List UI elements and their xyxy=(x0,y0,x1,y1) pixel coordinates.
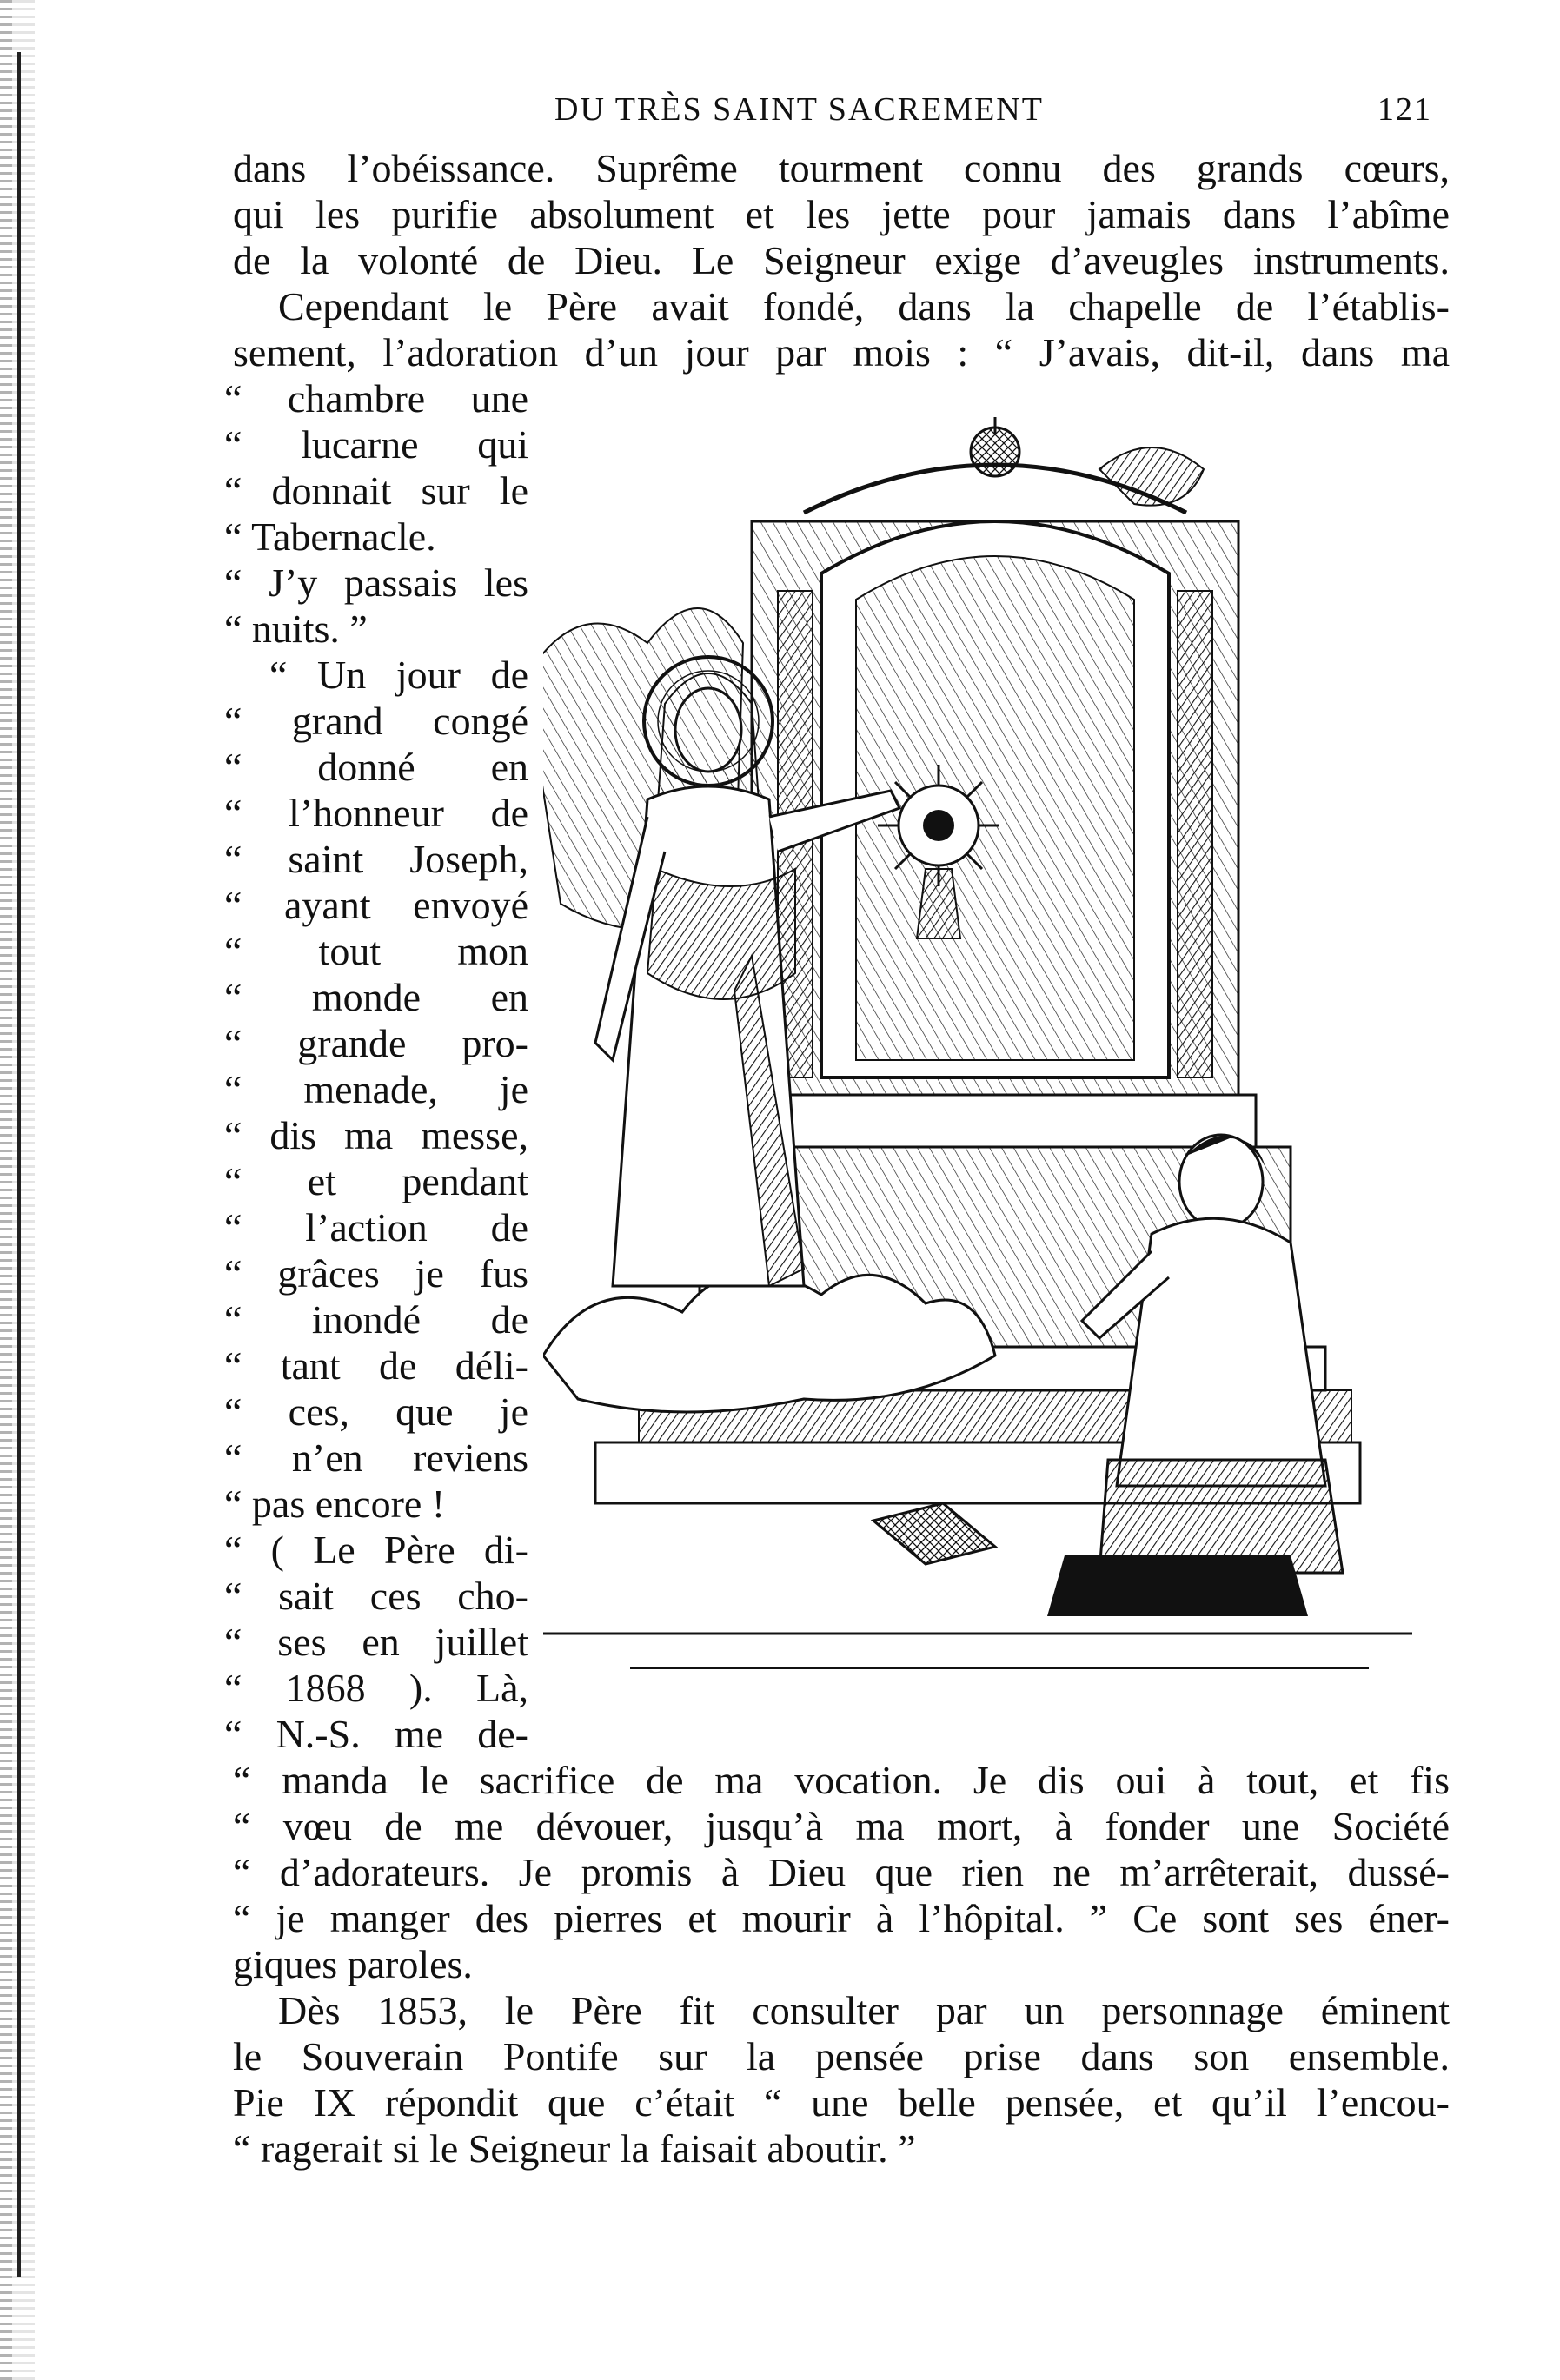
column-line: “ menade, je xyxy=(224,1067,528,1111)
column-line: “ donnait sur le xyxy=(224,468,528,513)
text-line: “ d’adorateurs. Je promis à Dieu que rien ne m’arrêterait, dussé- xyxy=(233,1850,1450,1894)
column-line: “ Tabernacle. xyxy=(224,514,436,559)
column-line: “ monde en xyxy=(224,975,528,1019)
text-line: sement, l’adoration d’un jour par mois : “ J’avais, dit-il, dans ma xyxy=(233,330,1450,375)
text-line: “ ragerait si le Seigneur la faisait aboutir. ” xyxy=(233,2126,916,2171)
column-line: “ donné en xyxy=(224,745,528,789)
text-line: Dès 1853, le Père fit consulter par un personnage éminent xyxy=(278,1988,1450,2032)
column-line: “ dis ma messe, xyxy=(224,1113,528,1157)
column-line: “ lucarne qui xyxy=(224,422,528,467)
column-line: “ n’en reviens xyxy=(224,1435,528,1480)
running-title: DU TRÈS SAINT SACREMENT xyxy=(554,91,1044,128)
text-line: giques paroles. xyxy=(233,1942,473,1986)
text-line: dans l’obéissance. Suprême tourment connu des grands cœurs, xyxy=(233,146,1450,190)
column-line: “ l’honneur de xyxy=(224,791,528,835)
column-line: “ grand congé xyxy=(224,699,528,743)
column-line: “ ( Le Père di- xyxy=(224,1528,528,1572)
column-line: “ J’y passais les xyxy=(224,560,528,605)
engraving-illustration xyxy=(543,417,1412,1755)
running-header xyxy=(233,90,1450,136)
column-line: “ tout mon xyxy=(224,929,528,973)
column-line: “ chambre une xyxy=(224,376,528,421)
text-line: “ manda le sacrifice de ma vocation. Je dis oui à tout, et fis xyxy=(233,1758,1450,1802)
column-line: “ ses en juillet xyxy=(224,1620,528,1664)
column-line: “ grande pro- xyxy=(224,1021,528,1065)
text-line: Cependant le Père avait fondé, dans la chapelle de l’établis- xyxy=(278,284,1450,328)
page-number: 121 xyxy=(1377,91,1432,128)
column-line: “ saint Joseph, xyxy=(224,837,528,881)
column-line: “ Un jour de xyxy=(269,653,528,697)
binding-rule xyxy=(17,52,21,2277)
column-line: “ tant de déli- xyxy=(224,1343,528,1388)
column-line: “ l’action de xyxy=(224,1205,528,1250)
text-line: Pie IX répondit que c’était “ une belle pensée, et qu’il l’encou- xyxy=(233,2080,1450,2125)
text-line: “ je manger des pierres et mourir à l’hôpital. ” Ce sont ses éner- xyxy=(233,1896,1450,1940)
text-line: de la volonté de Dieu. Le Seigneur exige d’aveugles instruments. xyxy=(233,238,1450,282)
column-line: “ 1868 ). Là, xyxy=(224,1666,528,1710)
column-line: “ grâces je fus xyxy=(224,1251,528,1296)
text-line: le Souverain Pontife sur la pensée prise dans son ensemble. xyxy=(233,2034,1450,2078)
column-line: “ ces, que je xyxy=(224,1389,528,1434)
text-line: “ vœu de me dévouer, jusqu’à ma mort, à fonder une Société xyxy=(233,1804,1450,1848)
column-line: “ et pendant xyxy=(224,1159,528,1203)
column-line: “ pas encore ! xyxy=(224,1482,446,1526)
column-line: “ N.-S. me de- xyxy=(224,1712,528,1756)
column-line: “ inondé de xyxy=(224,1297,528,1342)
column-line: “ nuits. ” xyxy=(224,607,368,651)
text-line: qui les purifie absolument et les jette pour jamais dans l’abîme xyxy=(233,192,1450,236)
altar-retable xyxy=(752,417,1238,1147)
column-line: “ ayant envoyé xyxy=(224,883,528,927)
column-line: “ sait ces cho- xyxy=(224,1574,528,1618)
